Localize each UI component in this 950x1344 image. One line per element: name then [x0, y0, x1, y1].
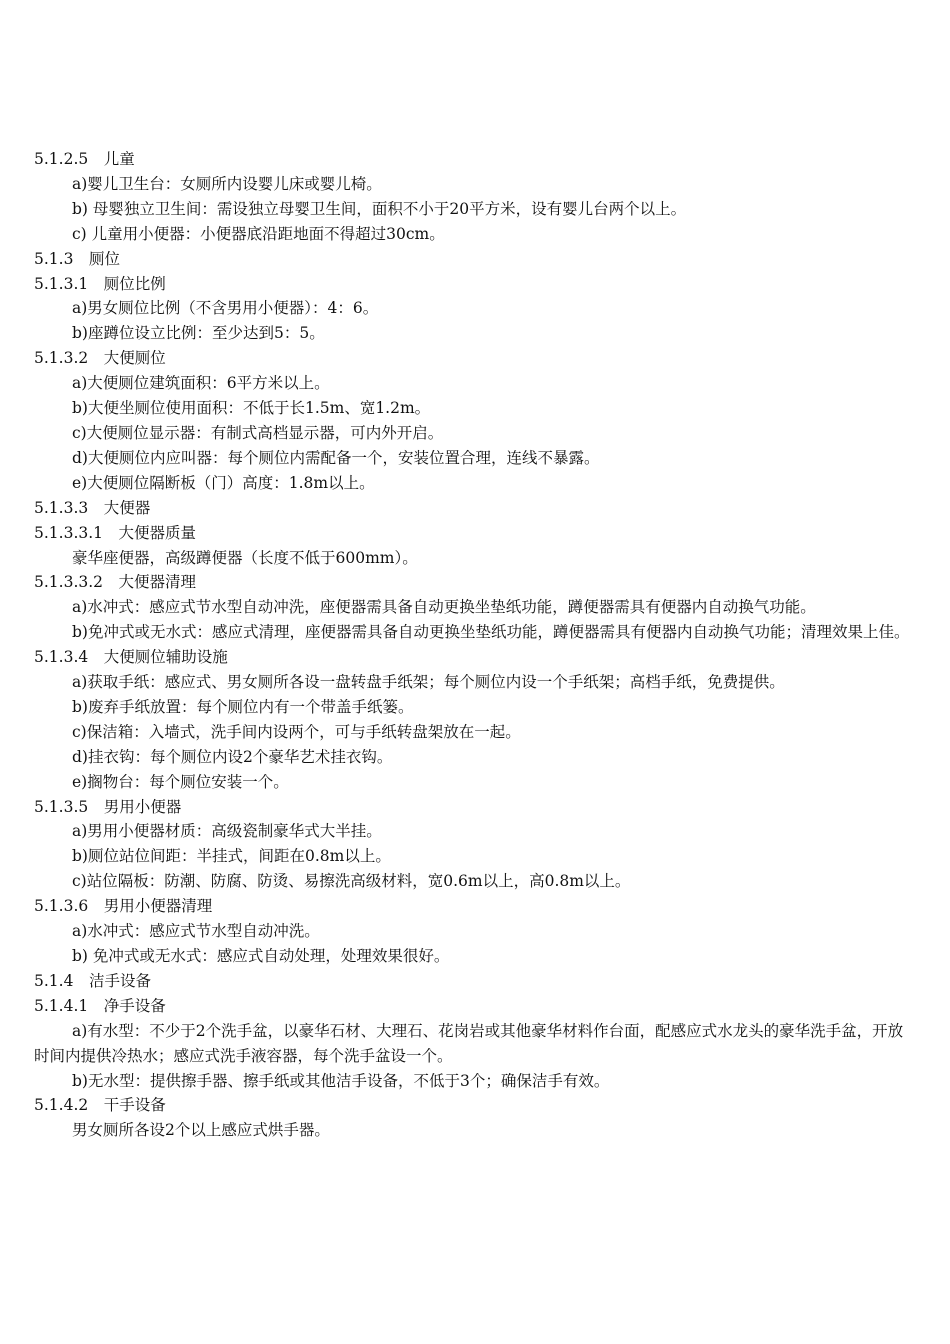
paragraph-line: b)废弃手纸放置：每个厕位内有一个带盖手纸篓。	[72, 697, 414, 716]
section-heading: 5.1.3 厕位	[34, 249, 120, 268]
section-heading: 5.1.4.1 净手设备	[34, 996, 166, 1015]
section-heading: 5.1.3.4 大便厕位辅助设施	[34, 648, 228, 667]
paragraph-line: a)男女厕位比例（不含男用小便器）：4：6。	[72, 299, 379, 318]
section-heading: 5.1.3.3.1 大便器质量	[34, 523, 197, 542]
section-heading: 5.1.3.2 大便厕位	[34, 349, 166, 368]
section-heading: 5.1.4.2 干手设备	[34, 1096, 166, 1115]
paragraph-line: a)男用小便器材质：高级瓷制豪华式大半挂。	[72, 822, 382, 841]
paragraph-line: c)站位隔板：防潮、防腐、防烫、易擦洗高级材料，宽0.6m以上，高0.8m以上。	[72, 872, 631, 891]
paragraph-line: a)婴儿卫生台：女厕所内设婴儿床或婴儿椅。	[72, 174, 382, 193]
paragraph-line: c)保洁箱：入墙式，洗手间内设两个，可与手纸转盘架放在一起。	[72, 722, 521, 741]
paragraph-line: b)厕位站位间距：半挂式，间距在0.8m以上。	[72, 847, 391, 866]
paragraph-line: e)大便厕位隔断板（门）高度：1.8m以上。	[72, 473, 375, 492]
paragraph-line: b)座蹲位设立比例：至少达到5：5。	[72, 324, 325, 343]
paragraph-line: 豪华座便器，高级蹲便器（长度不低于600mm）。	[72, 548, 418, 567]
document-body	[34, 147, 918, 1143]
section-heading: 5.1.3.3.2 大便器清理	[34, 573, 197, 592]
paragraph-line: d)挂衣钩：每个厕位内设2个豪华艺术挂衣钩。	[72, 747, 393, 766]
paragraph-line: b)大便坐厕位使用面积：不低于长1.5m、宽1.2m。	[72, 399, 431, 418]
section-heading: 5.1.3.6 男用小便器清理	[34, 897, 213, 916]
paragraph-line: b) 母婴独立卫生间：需设独立母婴卫生间，面积不小于20平方米，设有婴儿台两个以上。	[72, 199, 687, 218]
section-heading: 5.1.3.1 厕位比例	[34, 274, 166, 293]
paragraph-line: a)有水型：不少于2个洗手盆，以豪华石材、大理石、花岗岩或其他豪华材料作台面，配感应式水龙头的豪华洗手盆，开放时间内提供冷热水；感应式洗手液容器，每个洗手盆设一个。	[34, 1021, 904, 1065]
paragraph-line: c)大便厕位显示器：有制式高档显示器，可内外开启。	[72, 423, 444, 442]
section-heading: 5.1.4 洁手设备	[34, 971, 151, 990]
section-heading: 5.1.3.5 男用小便器	[34, 797, 182, 816]
paragraph-line: a)获取手纸：感应式、男女厕所各设一盘转盘手纸架；每个厕位内设一个手纸架；高档手纸，免费提供。	[72, 673, 785, 692]
paragraph-line: 男女厕所各设2个以上感应式烘手器。	[72, 1121, 330, 1140]
section-heading: 5.1.3.3 大便器	[34, 498, 151, 517]
paragraph-line: a)大便厕位建筑面积：6平方米以上。	[72, 374, 330, 393]
paragraph-line: c) 儿童用小便器：小便器底沿距地面不得超过30cm。	[72, 224, 445, 243]
paragraph-line: b)免冲式或无水式：感应式清理，座便器需具备自动更换坐垫纸功能，蹲便器需具有便器内自动换气功能；清理效果上佳。	[72, 623, 910, 642]
paragraph-line: d)大便厕位内应叫器：每个厕位内需配备一个，安装位置合理，连线不暴露。	[72, 448, 600, 467]
section-heading: 5.1.2.5 儿童	[34, 150, 135, 168]
paragraph-line: b)无水型：提供擦手器、擦手纸或其他洁手设备，不低于3个；确保洁手有效。	[72, 1071, 610, 1090]
paragraph-line: a)水冲式：感应式节水型自动冲洗，座便器需具备自动更换坐垫纸功能，蹲便器需具有便器内自动换气功能。	[72, 598, 816, 617]
paragraph-line: a)水冲式：感应式节水型自动冲洗。	[72, 922, 320, 941]
paragraph-line: e)搁物台：每个厕位安装一个。	[72, 772, 289, 791]
paragraph-line: b) 免冲式或无水式：感应式自动处理，处理效果很好。	[72, 947, 450, 965]
